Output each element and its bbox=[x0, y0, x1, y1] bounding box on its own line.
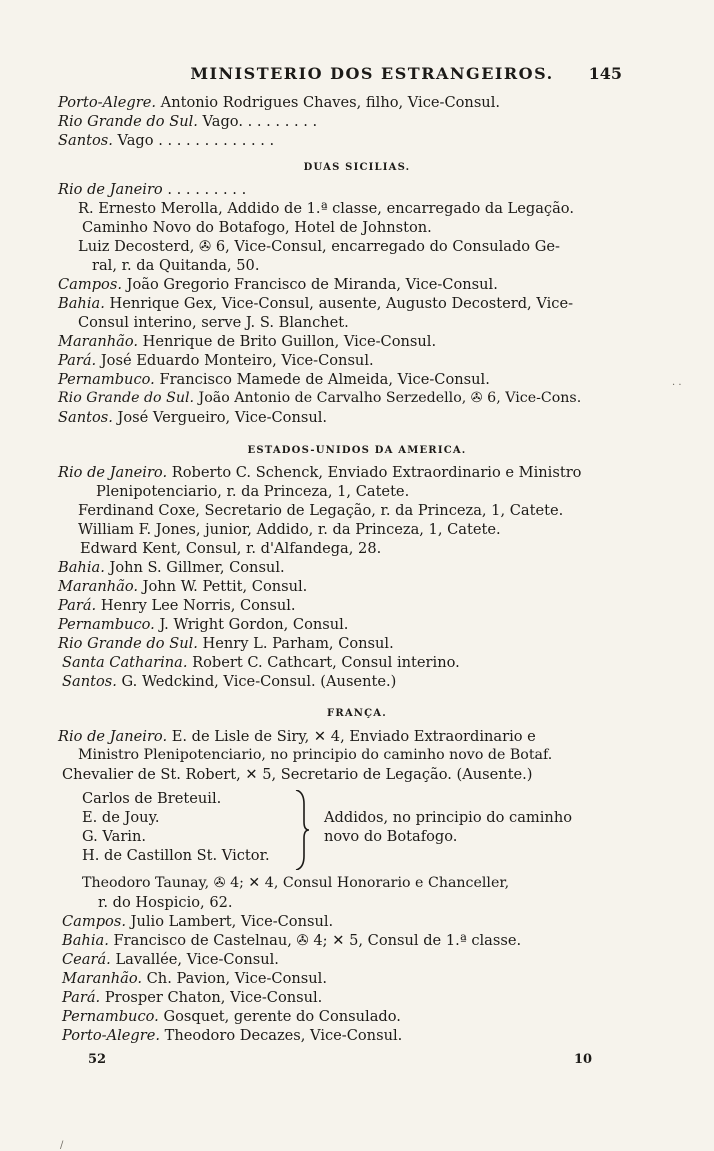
entry-line: Maranhão. John W. Pettit, Consul. bbox=[58, 578, 308, 595]
curly-brace-mark bbox=[292, 790, 310, 870]
section-heading-franca: FRANÇA. bbox=[327, 708, 387, 719]
entry-line: Chevalier de St. Robert, ✕ 5, Secretario de Legação. (Ausente.) bbox=[62, 766, 533, 783]
entry-line: Pernambuco. Gosquet, gerente do Consulado. bbox=[62, 1008, 401, 1025]
page-header-title: MINISTERIO DOS ESTRANGEIROS. bbox=[190, 64, 554, 83]
section-heading-duas-sicilias: DUAS SICILIAS. bbox=[303, 162, 411, 173]
entry-line: Santos. Vago . . . . . . . . . . . . . bbox=[58, 132, 275, 149]
entry-line: Campos. Julio Lambert, Vice-Consul. bbox=[62, 913, 334, 930]
entry-line: Edward Kent, Consul, r. d'Alfandega, 28. bbox=[80, 540, 382, 557]
entry-line: Plenipotenciario, r. da Princeza, 1, Catete. bbox=[96, 483, 410, 500]
entry-line: ral, r. da Quitanda, 50. bbox=[92, 257, 260, 274]
entry-line: Luiz Decosterd, ✇ 6, Vice-Consul, encarregado do Consulado Ge- bbox=[78, 238, 560, 255]
addido-name: G. Varin. bbox=[82, 828, 146, 845]
addido-name: H. de Castillon St. Victor. bbox=[82, 847, 270, 864]
entry-line: Rio Grande do Sul. Henry L. Parham, Consul. bbox=[58, 635, 394, 652]
entry-line: Rio Grande do Sul. Vago. . . . . . . . . bbox=[58, 113, 318, 130]
page-number: 145 bbox=[588, 64, 622, 83]
entry-line: R. Ernesto Merolla, Addido de 1.ª classe, encarregado da Legação. bbox=[78, 200, 574, 217]
addido-name: E. de Jouy. bbox=[82, 809, 160, 826]
addidos-note: Addidos, no principio do caminho bbox=[324, 809, 573, 826]
stray-ink-mark: · · bbox=[672, 380, 682, 391]
entry-line: Porto-Alegre. Theodoro Decazes, Vice-Consul. bbox=[62, 1027, 403, 1044]
entry-line: Pará. Henry Lee Norris, Consul. bbox=[58, 597, 296, 614]
entry-line: Santa Catharina. Robert C. Cathcart, Consul interino. bbox=[62, 654, 460, 671]
entry-line: Campos. João Gregorio Francisco de Miranda, Vice-Consul. bbox=[58, 276, 498, 293]
addidos-note: novo do Botafogo. bbox=[324, 828, 458, 845]
entry-line: Bahia. John S. Gillmer, Consul. bbox=[58, 559, 285, 576]
entry-line: Theodoro Taunay, ✇ 4; ✕ 4, Consul Honorario e Chanceller, bbox=[82, 875, 510, 891]
entry-line: Consul interino, serve J. S. Blanchet. bbox=[78, 314, 349, 331]
entry-line: Santos. José Vergueiro, Vice-Consul. bbox=[58, 409, 328, 426]
entry-line: r. do Hospicio, 62. bbox=[98, 894, 233, 911]
entry-line: Rio Grande do Sul. João Antonio de Carvalho Serzedello, ✇ 6, Vice-Cons. bbox=[58, 390, 582, 406]
entry-line: Ferdinand Coxe, Secretario de Legação, r. da Princeza, 1, Catete. bbox=[78, 502, 564, 519]
entry-line: Caminho Novo do Botafogo, Hotel de Johnston. bbox=[82, 219, 432, 236]
entry-line: Ministro Plenipotenciario, no principio do caminho novo de Botaf. bbox=[78, 747, 553, 763]
entry-line: Maranhão. Ch. Pavion, Vice-Consul. bbox=[62, 970, 327, 987]
sheet-number: 10 bbox=[574, 1052, 593, 1067]
entry-line: Rio de Janeiro. Roberto C. Schenck, Enviado Extraordinario e Ministro bbox=[58, 464, 582, 481]
entry-line: Bahia. Henrique Gex, Vice-Consul, ausente, Augusto Decosterd, Vice- bbox=[58, 295, 574, 312]
entry-line: Rio de Janeiro. E. de Lisle de Siry, ✕ 4, Enviado Extraordinario e bbox=[58, 728, 536, 745]
entry-line: Pernambuco. Francisco Mamede de Almeida, Vice-Consul. bbox=[58, 371, 490, 388]
entry-line: William F. Jones, junior, Addido, r. da Princeza, 1, Catete. bbox=[78, 521, 501, 538]
entry-line: Rio de Janeiro . . . . . . . . . bbox=[58, 181, 247, 198]
signature-mark: 52 bbox=[88, 1052, 107, 1067]
entry-line: Pernambuco. J. Wright Gordon, Consul. bbox=[58, 616, 349, 633]
entry-line: Bahia. Francisco de Castelnau, ✇ 4; ✕ 5, Consul de 1.ª classe. bbox=[62, 932, 522, 949]
entry-line: Ceará. Lavallée, Vice-Consul. bbox=[62, 951, 279, 968]
entry-line: Maranhão. Henrique de Brito Guillon, Vice-Consul. bbox=[58, 333, 437, 350]
section-heading-estados-unidos: ESTADOS-UNIDOS DA AMERICA. bbox=[247, 445, 467, 456]
stray-ink-mark: / bbox=[60, 1140, 64, 1151]
addido-name: Carlos de Breteuil. bbox=[82, 790, 222, 807]
entry-line: Pará. Prosper Chaton, Vice-Consul. bbox=[62, 989, 323, 1006]
entry-line: Santos. G. Wedckind, Vice-Consul. (Ausente.) bbox=[62, 673, 397, 690]
entry-line: Pará. José Eduardo Monteiro, Vice-Consul. bbox=[58, 352, 374, 369]
entry-line: Porto-Alegre. Antonio Rodrigues Chaves, filho, Vice-Consul. bbox=[58, 94, 501, 111]
